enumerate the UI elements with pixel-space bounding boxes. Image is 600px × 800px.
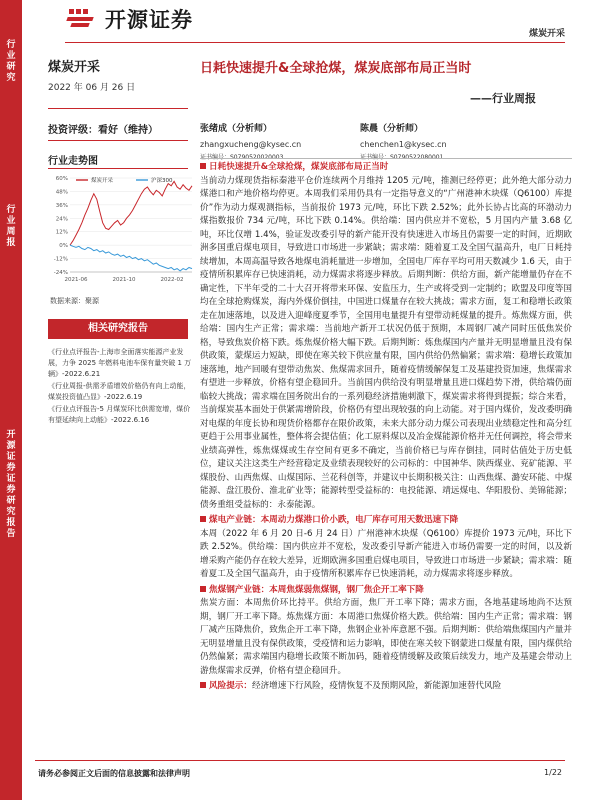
analyst-cert — [360, 152, 447, 161]
left-divider-2 — [48, 140, 188, 141]
section-heading: 日耗快速提升&全球抢煤，煤炭底部布局正当时 — [209, 162, 389, 172]
chart-x-tick: 2021-10 — [112, 277, 136, 283]
risk-heading: 风险提示： — [209, 681, 252, 691]
trend-chart — [44, 172, 196, 292]
chart-x-tick: 2021-06 — [64, 277, 88, 283]
risk-text: 经济增速下行风险，疫情恢复不及预期风险，新能源加速替代风险 — [251, 681, 502, 691]
related-report-link[interactable]: 《行业周报-供需矛盾增效价格仍有向上动能，煤炭投资值凸显》-2022.6.19 — [48, 382, 191, 401]
section-text: 焦炭方面：本周焦价环比持平。供给方面，焦厂开工率下降；需求方面，各地基建场地尚不达预期，钢厂开工率下降。炼焦煤方面：本周港口焦煤价格大跌。供给端：国内生产正常；需求端：钢厂减产压降焦价，致焦企开工率下降，焦钢企业补库意愿不强。后期判断：供给端焦煤国内产量并无明显增量且没有保供政策，受疫情和运力影响，即使在寒关较下钢蒙进口煤量有限，国内煤供给仍然偏紧；需求端国内稳增长政策不断加码，随着疫情缓解及政策后续发力，地产及基建会带动上游焦煤需求反弹，价格有望企稳回升。 — [200, 598, 572, 676]
report-body — [200, 161, 572, 694]
chart-y-tick: 36% — [55, 202, 68, 209]
section-heading: 焦煤钢产业链：本周焦煤弱焦煤钢，钢厂焦企开工率下降 — [209, 584, 424, 595]
chart-y-tick: 60% — [55, 176, 68, 182]
footer-disclaimer: 请务必参阅正文后面的信息披露和法律声明 — [38, 769, 190, 778]
analyst-card — [360, 121, 447, 161]
analyst-name: 陈晨（分析师） — [360, 124, 424, 134]
chart-series-line — [70, 245, 192, 271]
section-text: 当前动力煤现货指标秦港平仓价连续两个月维持 1205 元/吨，推测已经停更；此外绝大部分动力煤港口和产地价格均停更。本周我们采用仍具有一定指导意义的“广州港神木块煤（Q6100）库提价”作为动力煤观测指标，当前报价 1973 元/吨，环比下跌 2.52%；此外长协占比高的环渤动力煤指数报价 734 元/吨，环比下跌 0.14%。供给端：国内供应并不宽松，5 月国内产量 3.68 亿吨，环比仅增 1.4%，验证发改委引导的新产能开没有快速进入市场且仍需要一定的时间，近期欧洲多国重启煤电项目，导致进口市场进一步紧缺；需求端：随着夏工及全国气温高升，电厂日耗持续增加，本周高温导致各地煤电消耗量进一步增加，全国电厂库存平均可用天数减少 1.6 天，由于疫情所积累库存已快速消耗，动力煤需求将逐步释放。后期判断：供给方面，新产能增量仍存在不确定性，下半年受的二十大召开将带来环保、安监压力，生产或将受到一定制约；欧盟及印度等国均在全球抢购煤炭，海内外煤价倒挂，中国进口煤量存在较大挑战；需求方面，复工和稳增长政策走在加速落地，以及进入迎峰度夏季节，全国用电量提升有望带动耗煤量的提升。炼焦煤方面，供给端：国内生产正常；需求端：当前地产新开工状况仍低于预期，本周钢厂减产同时压低焦炭价格，导致焦炭价格下跌。炼焦煤价格大幅下跌。后期判断：炼焦煤国内产量并无明显增量且没有保供政策，蒙煤运力短缺，即使在寒关较下供应量有限，国内供给仍然偏紧；需求端：稳增长政策加速落地，地产回暖有望带动焦炭、焦煤需求回升，随着疫情缓解保复工及基建投资加速，焦煤需求有望进一步释放，价格有望企稳回升。当前国内供给没有明显增量且进口煤趋势下滑，供给端仍面临较大挑战；需求端在国务院出台的一系列稳经济措施刺激下，煤炭需求将得到提振；综合来看，当前煤炭基本面处于供紧需增阶段，价格仍有望出现较强的向上动能。对于国内煤价，发改委明确对电煤的年度长协和现货价格都存在限价政策，未来大部分动力煤公司表现出业绩稳定性和高分红更趋于公用事业属性，整体将会提估值；化工原料煤以及冶金煤能源价格并无任何调控，将会带来业绩高弹性，炼焦煤煤或生存空间有更多不确定，当前价格已与库存倒挂，同时估值处于历史低位，建议关注这类生产经营稳定及业绩表现较好的公司标的：中国神华、陕西煤业、兖矿能源、平煤股份、山西焦煤、山煤国际、兰花科创等，并建议中长期积极关注：山西焦煤、潞安环能、中煤能源、盘江股份、淮北矿业等；能源转型受益标的：电投能源、靖远煤电、华阳股份、美锦能源；债务重组受益标的：永泰能源。 — [200, 175, 572, 510]
chart-legend-label: 沪深300 — [151, 178, 173, 184]
side-band — [0, 0, 22, 800]
analyst-divider — [200, 158, 572, 159]
left-divider-3 — [48, 168, 188, 169]
analyst-name: 张绪成（分析师） — [200, 124, 273, 134]
side-label-top: 行业研究 — [6, 40, 16, 83]
analyst-email[interactable]: chenchen1@kysec.cn — [360, 140, 447, 149]
bullet-icon — [200, 586, 206, 592]
chart-y-tick-labels — [54, 176, 68, 276]
chart-x-tick-labels — [65, 277, 184, 283]
report-title: 日耗快速提升&全球抢煤，煤炭底部布局正当时 — [200, 61, 472, 76]
chart-y-tick: -12% — [53, 256, 68, 263]
header-category: 煤炭开采 — [528, 29, 565, 39]
sector-name: 煤炭开采 — [48, 60, 101, 75]
chart-y-tick: 48% — [55, 189, 68, 196]
header-divider — [65, 42, 565, 43]
trend-title: 行业走势图 — [48, 156, 98, 167]
chart-series — [70, 181, 192, 271]
bullet-icon — [200, 163, 206, 169]
chart-y-tick: 12% — [55, 229, 68, 236]
chart-source: 数据来源：聚源 — [50, 297, 99, 305]
chart-legend-label: 煤炭开采 — [91, 178, 114, 184]
related-reports-title: 相关研究报告 — [48, 319, 188, 339]
page-number: 1/22 — [544, 768, 562, 777]
left-divider-1 — [48, 108, 188, 109]
bullet-icon — [200, 516, 206, 522]
section-text: 本周（2022 年 6 月 20 日-6 月 24 日）广州港神木块煤（Q6100）库提价 1973 元/吨，环比下跌 2.52%。供给端：国内供应并不宽松，发改委引导新产能进入市场仍需要一定的时间，以及新增采购产能仍存在较大差异，近期欧洲多国重启煤电项目，导致进口市场进一步紧缺；需求端：随着夏工及全国气温高升，由于疫情所积累库存已快速消耗，动力煤需求将逐步释放。 — [200, 528, 572, 579]
bullet-icon — [200, 682, 206, 688]
chart-legend — [76, 176, 173, 184]
side-label-mid: 行业周报 — [6, 205, 16, 248]
analyst-email[interactable]: zhangxucheng@kysec.cn — [200, 140, 302, 149]
brand-logo — [65, 4, 193, 34]
logo-mark-icon — [65, 7, 99, 31]
analyst-cert — [200, 152, 301, 161]
report-date: 2022 年 06 月 26 日 — [48, 83, 136, 93]
chart-y-tick: -24% — [53, 270, 68, 276]
footer-divider — [35, 760, 565, 761]
chart-x-tick: 2022-02 — [160, 277, 184, 283]
chart-y-tick: 24% — [55, 216, 68, 223]
brand-name: 开源证券 — [105, 8, 193, 32]
analyst-card — [200, 121, 301, 161]
section-heading: 煤电产业链：本周动力煤港口价小跌，电厂库存可用天数迅速下降 — [209, 515, 459, 525]
report-subtitle: ——行业周报 — [470, 92, 536, 105]
chart-y-tick: 0% — [59, 243, 68, 250]
related-report-link[interactable]: 《行业点评报告-5 月煤炭环比供需宽增，煤价有望延续向上动能》-2022.6.16 — [48, 405, 191, 424]
chart-series-line — [70, 181, 192, 245]
related-report-link[interactable]: 《行业点评报告-上海市全面落实能源产业发展，力争 2025 年燃料电池车保有量突破 1 万辆》-2022.6.21 — [48, 348, 192, 378]
investment-rating: 投资评级：看好（维持） — [48, 125, 158, 136]
side-label-bottom: 开源证券证券研究报告 — [6, 430, 16, 539]
